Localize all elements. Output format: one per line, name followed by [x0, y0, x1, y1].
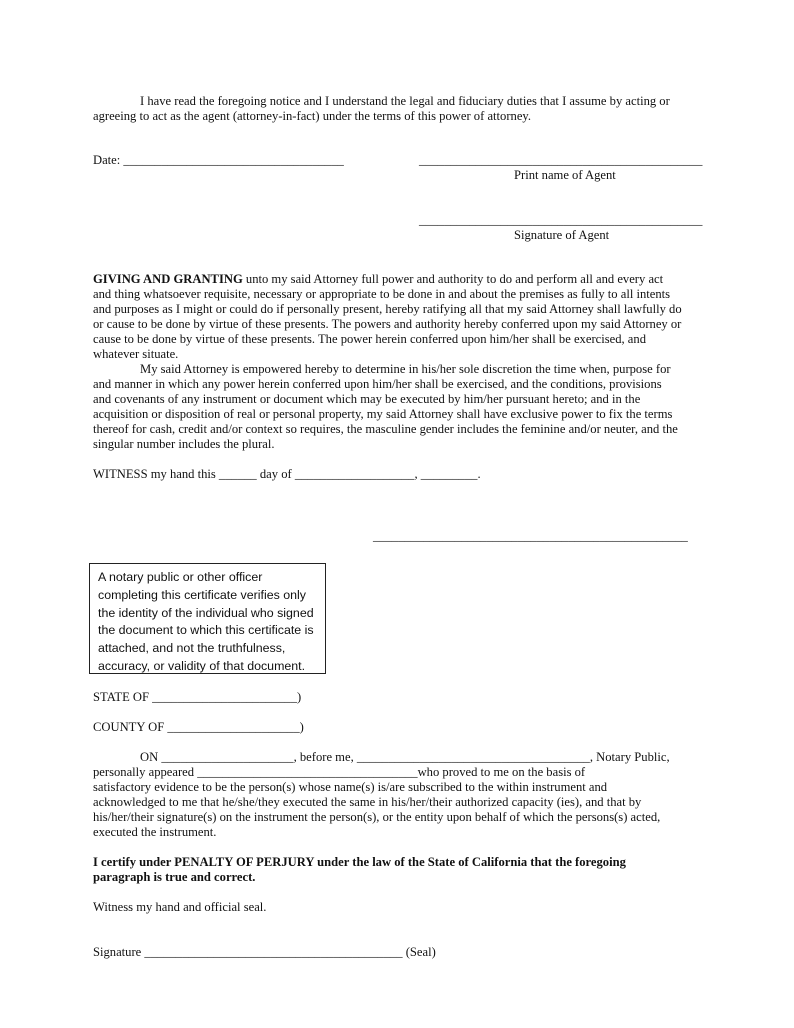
county-field[interactable]: COUNTY OF _____________________)	[93, 720, 304, 734]
notary-box-line: the document to which this certificate is	[98, 623, 314, 638]
giving-line-6: whatever situate.	[93, 347, 179, 361]
principal-signature-line[interactable]: __________________________________________________	[373, 529, 688, 543]
giving-lead: GIVING AND GRANTING	[93, 272, 243, 286]
on-line-6: executed the instrument.	[93, 825, 217, 839]
giving-line-5: cause to be done by virtue of these presents. The power herein conferred upon him/her shall be exercised, and	[93, 332, 646, 346]
print-name-label: Print name of Agent	[514, 168, 616, 182]
notary-signature-field[interactable]: Signature _________________________________________ (Seal)	[93, 945, 436, 959]
empowered-line-4: acquisition or disposition of real or personal property, my said Attorney shall have exclusive power to fix the terms	[93, 407, 673, 421]
empowered-line-2: and manner in which any power herein conferred upon him/her shall be exercised, and the conditions, provisions	[93, 377, 662, 391]
notary-box-line: A notary public or other officer	[98, 570, 263, 584]
state-field[interactable]: STATE OF _______________________)	[93, 690, 302, 704]
date-field[interactable]: Date: ___________________________________	[93, 153, 344, 167]
giving-line-3: and purposes as I might or could do if personally present, hereby ratifying all that my said Attorney shall lawfully do	[93, 302, 682, 316]
giving-text: unto my said Attorney full power and authority to do and perform all and every act	[242, 272, 664, 286]
empowered-line-1: My said Attorney is empowered hereby to determine in his/her sole discretion the time when, purpose for	[140, 362, 671, 376]
notary-box-line: completing this certificate verifies only	[98, 587, 306, 602]
witness-seal-text: Witness my hand and official seal.	[93, 900, 267, 914]
empowered-line-5: thereof for cash, credit and/or context so requires, the masculine gender includes the feminine and/or neuter, and the	[93, 422, 678, 436]
on-line-5: his/her/their signature(s) on the instrument the person(s), or the entity upon behalf of which the persons(s) acted,	[93, 810, 661, 824]
agent-signature-line[interactable]: _____________________________________________	[419, 213, 703, 227]
giving-line-4: or cause to be done by virtue of these presents. The powers and authority hereby conferred upon my said Attorney or	[93, 317, 682, 331]
notary-box-line: accuracy, or validity of that document.	[98, 658, 306, 673]
giving-line-1	[93, 272, 663, 287]
perjury-line-2: paragraph is true and correct.	[93, 870, 256, 884]
ack-line-1: I have read the foregoing notice and I understand the legal and fiduciary duties that I assume by acting or	[140, 94, 670, 108]
perjury-line-1: I certify under PENALTY OF PERJURY under the law of the State of California that the foregoing	[93, 855, 626, 869]
on-line-1[interactable]: ON _____________________, before me, _____________________________________, Notary Public,	[140, 750, 670, 764]
notary-box-line: the identity of the individual who signed	[98, 605, 314, 620]
empowered-line-3: and covenants of any instrument or document which may be executed by him/her pursuant hereto; and in the	[93, 392, 641, 406]
signature-of-agent-label: Signature of Agent	[514, 228, 610, 242]
on-line-3: satisfactory evidence to be the person(s) whose name(s) is/are subscribed to the within instrument and	[93, 780, 608, 794]
on-line-4: acknowledged to me that he/she/they executed the same in his/her/their authorized capacity (ies), and that by	[93, 795, 642, 809]
empowered-line-6: singular number includes the plural.	[93, 437, 275, 451]
notary-box-line: attached, and not the truthfulness,	[98, 641, 286, 656]
giving-line-2: and thing whatsoever requisite, necessary or appropriate to be done in and about the premises as fully to all intents	[93, 287, 671, 301]
ack-line-2: agreeing to act as the agent (attorney-in-fact) under the terms of this power of attorney.	[93, 109, 532, 123]
on-line-2[interactable]: personally appeared ___________________________________who proved to me on the basis of	[93, 765, 586, 779]
witness-line[interactable]: WITNESS my hand this ______ day of ___________________, _________.	[93, 467, 481, 481]
agent-name-line[interactable]: _____________________________________________	[419, 153, 703, 167]
notary-notice-box	[89, 563, 326, 674]
